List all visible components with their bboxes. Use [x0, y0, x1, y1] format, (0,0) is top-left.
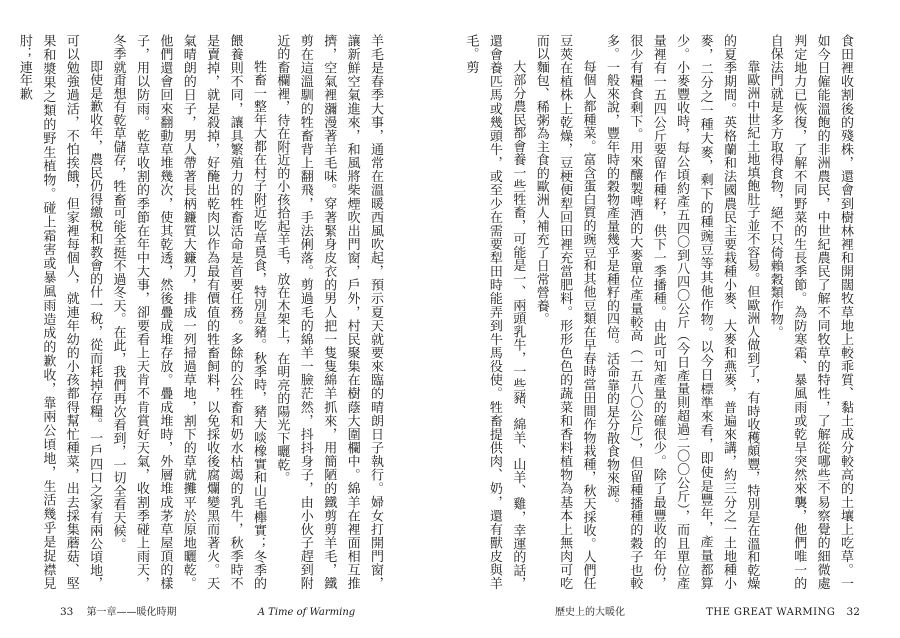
running-head: A Time of Warming	[257, 607, 356, 618]
right-page	[450, 0, 900, 638]
body-paragraph: 每個人都種菜。富含蛋白質的豌豆和其他豆類在早春時當田間作物栽種，秋天採收。人們任豆莢在植株上乾燥，豆梗便犁回田裡充當肥料。形形色色的蔬菜和香料植物為基本上無肉可吃而以麵包、稀粥為主食的歐洲人補充了日常營養。	[533, 34, 596, 590]
chapter-title: 第一章——暖化時期	[86, 607, 177, 618]
body-paragraph: 牲畜一整年大都在村子附近吃草覓食，特別是豬。秋季時，豬大啖橡實和山毛櫸實；冬季的餵養則不同，讓具繁殖力的牲畜活命是首要任務。多餘的公牲畜和奶水枯竭的乳牛，秋季時不是賣掉，就是殺掉，好醃出乾肉以作為最有價值的牲畜飼料，以免採收後腐爛變黑而著火。天氣晴朗的日子，男人帶著長柄鐮質大鐮刀，排成一列掃過草地，割下的草就攤平於原地曬乾。他們還會回來翻動草堆幾次，使其乾透，然後疊成堆存放。疊成堆時，外層堆成茅草屋頂的樣子，用以防雨。乾草收割的季節在年中大事，卻要看上天肯不肯賞好天氣，收割季碰上雨天，冬季就甭想有乾草儲存，牲畜可能全挺不過冬天。在此，我們再次看到，一切全看天候。	[110, 34, 266, 590]
right-page-body	[463, 34, 857, 590]
right-page-footer	[555, 603, 860, 618]
left-page-body	[16, 34, 387, 590]
page-number: 33	[60, 606, 74, 618]
book-title: 歷史上的大暖化	[555, 607, 625, 618]
body-paragraph: 靠歐洲中世紀土地填飽肚子並不容易。但歐洲人做到了，有時收穫頗豐，特別是在溫和乾燥的夏季期間。英格蘭和法國農民主要栽種小麥、大麥和燕麥，普遍來講，約三分之一土地種小麥，二分之一種大麥，剩下的種豌豆等其他作物。以今日標準來看，即使是豐年，產量都算少。小麥豐收時，每公頃約產五四〇到八四〇公斤（今日產量則超過二〇〇公斤），而且單位產量裡有一五四公斤要留作種籽，供下一季播種。由此可知產量的確很少。除了最豐收的年份，很少有糧食剩下。用來釀製啤酒的大麥單位產量較高（一五八〇公斤），但留種播種的穀子也較多。一般來說，豐年時的穀物產量幾乎是種籽的四倍。活命靠的是分散食物來源。	[603, 34, 760, 590]
body-paragraph: 食田裡收割後的殘株，還會到樹林裡和開闊牧草地上較乖質、黏土成分較高的土壤上吃草。一如今日僱能溫飽的非洲農民，中世紀農民了解不同牧草的特性，了解從哪些不易察覺的細微處判定地力已恢復，了解不同野菜的生長季節。為防寒霜、暴風雨或乾旱突然來襲，他們唯一的自保法門就是多方取得食物，絕不只倚賴穀類作物。	[767, 34, 853, 590]
running-head: THE GREAT WARMING	[706, 607, 836, 618]
body-paragraph: 羊毛是春季大事，通常在溫暖西風吹起，預示夏天就要來臨的晴朗日子執行。婦女打開門窗，讓新鮮空氣進來，和風將柴煙吹出門窗，戶外，村民聚集在樹蔭大圍欄中。綿羊在裡面相互推擠，空氣裡瀰漫著羊毛味。穿著緊身皮衣的男人把一隻隻綿羊抓來，用簡陋的鐵剪剪羊毛，鐵剪在這溫馴的牲畜背上翻飛，手法俐落。剪過毛的綿羊一臉茫然，抖抖身子，由小伙子趕到附近的畜欄裡，待在附近的小孩拾起羊毛，放在木架上，在明亮的陽光下曬乾。	[274, 34, 383, 590]
body-paragraph: 即使是歉收年，農民仍得繳稅和教會的什一稅，從而耗掉存糧。一戶四口之家有兩公頃地，可以勉強過活，不怕挨餓，但家裡每個人，就連年幼的小孩都得幫忙種菜，出去採集蘑菇、堅果和漿果之類的野生植物。碰上霜害或暴風雨造成的歉收，靠兩公頃地，生活幾乎是捉襟見肘；連年歉	[16, 34, 103, 590]
page-number: 32	[846, 606, 860, 618]
body-paragraph: 大部分農民都會養一些牲畜，可能是一、兩頭乳牛，一些豬、綿羊、山羊、雞，幸運的話，還會養匹馬或幾頭牛，或至少在需要犁田時能弄到牛馬役使。牲畜提供肉、奶，還有獸皮與羊毛。剪	[463, 34, 526, 590]
left-page-footer	[60, 603, 355, 618]
